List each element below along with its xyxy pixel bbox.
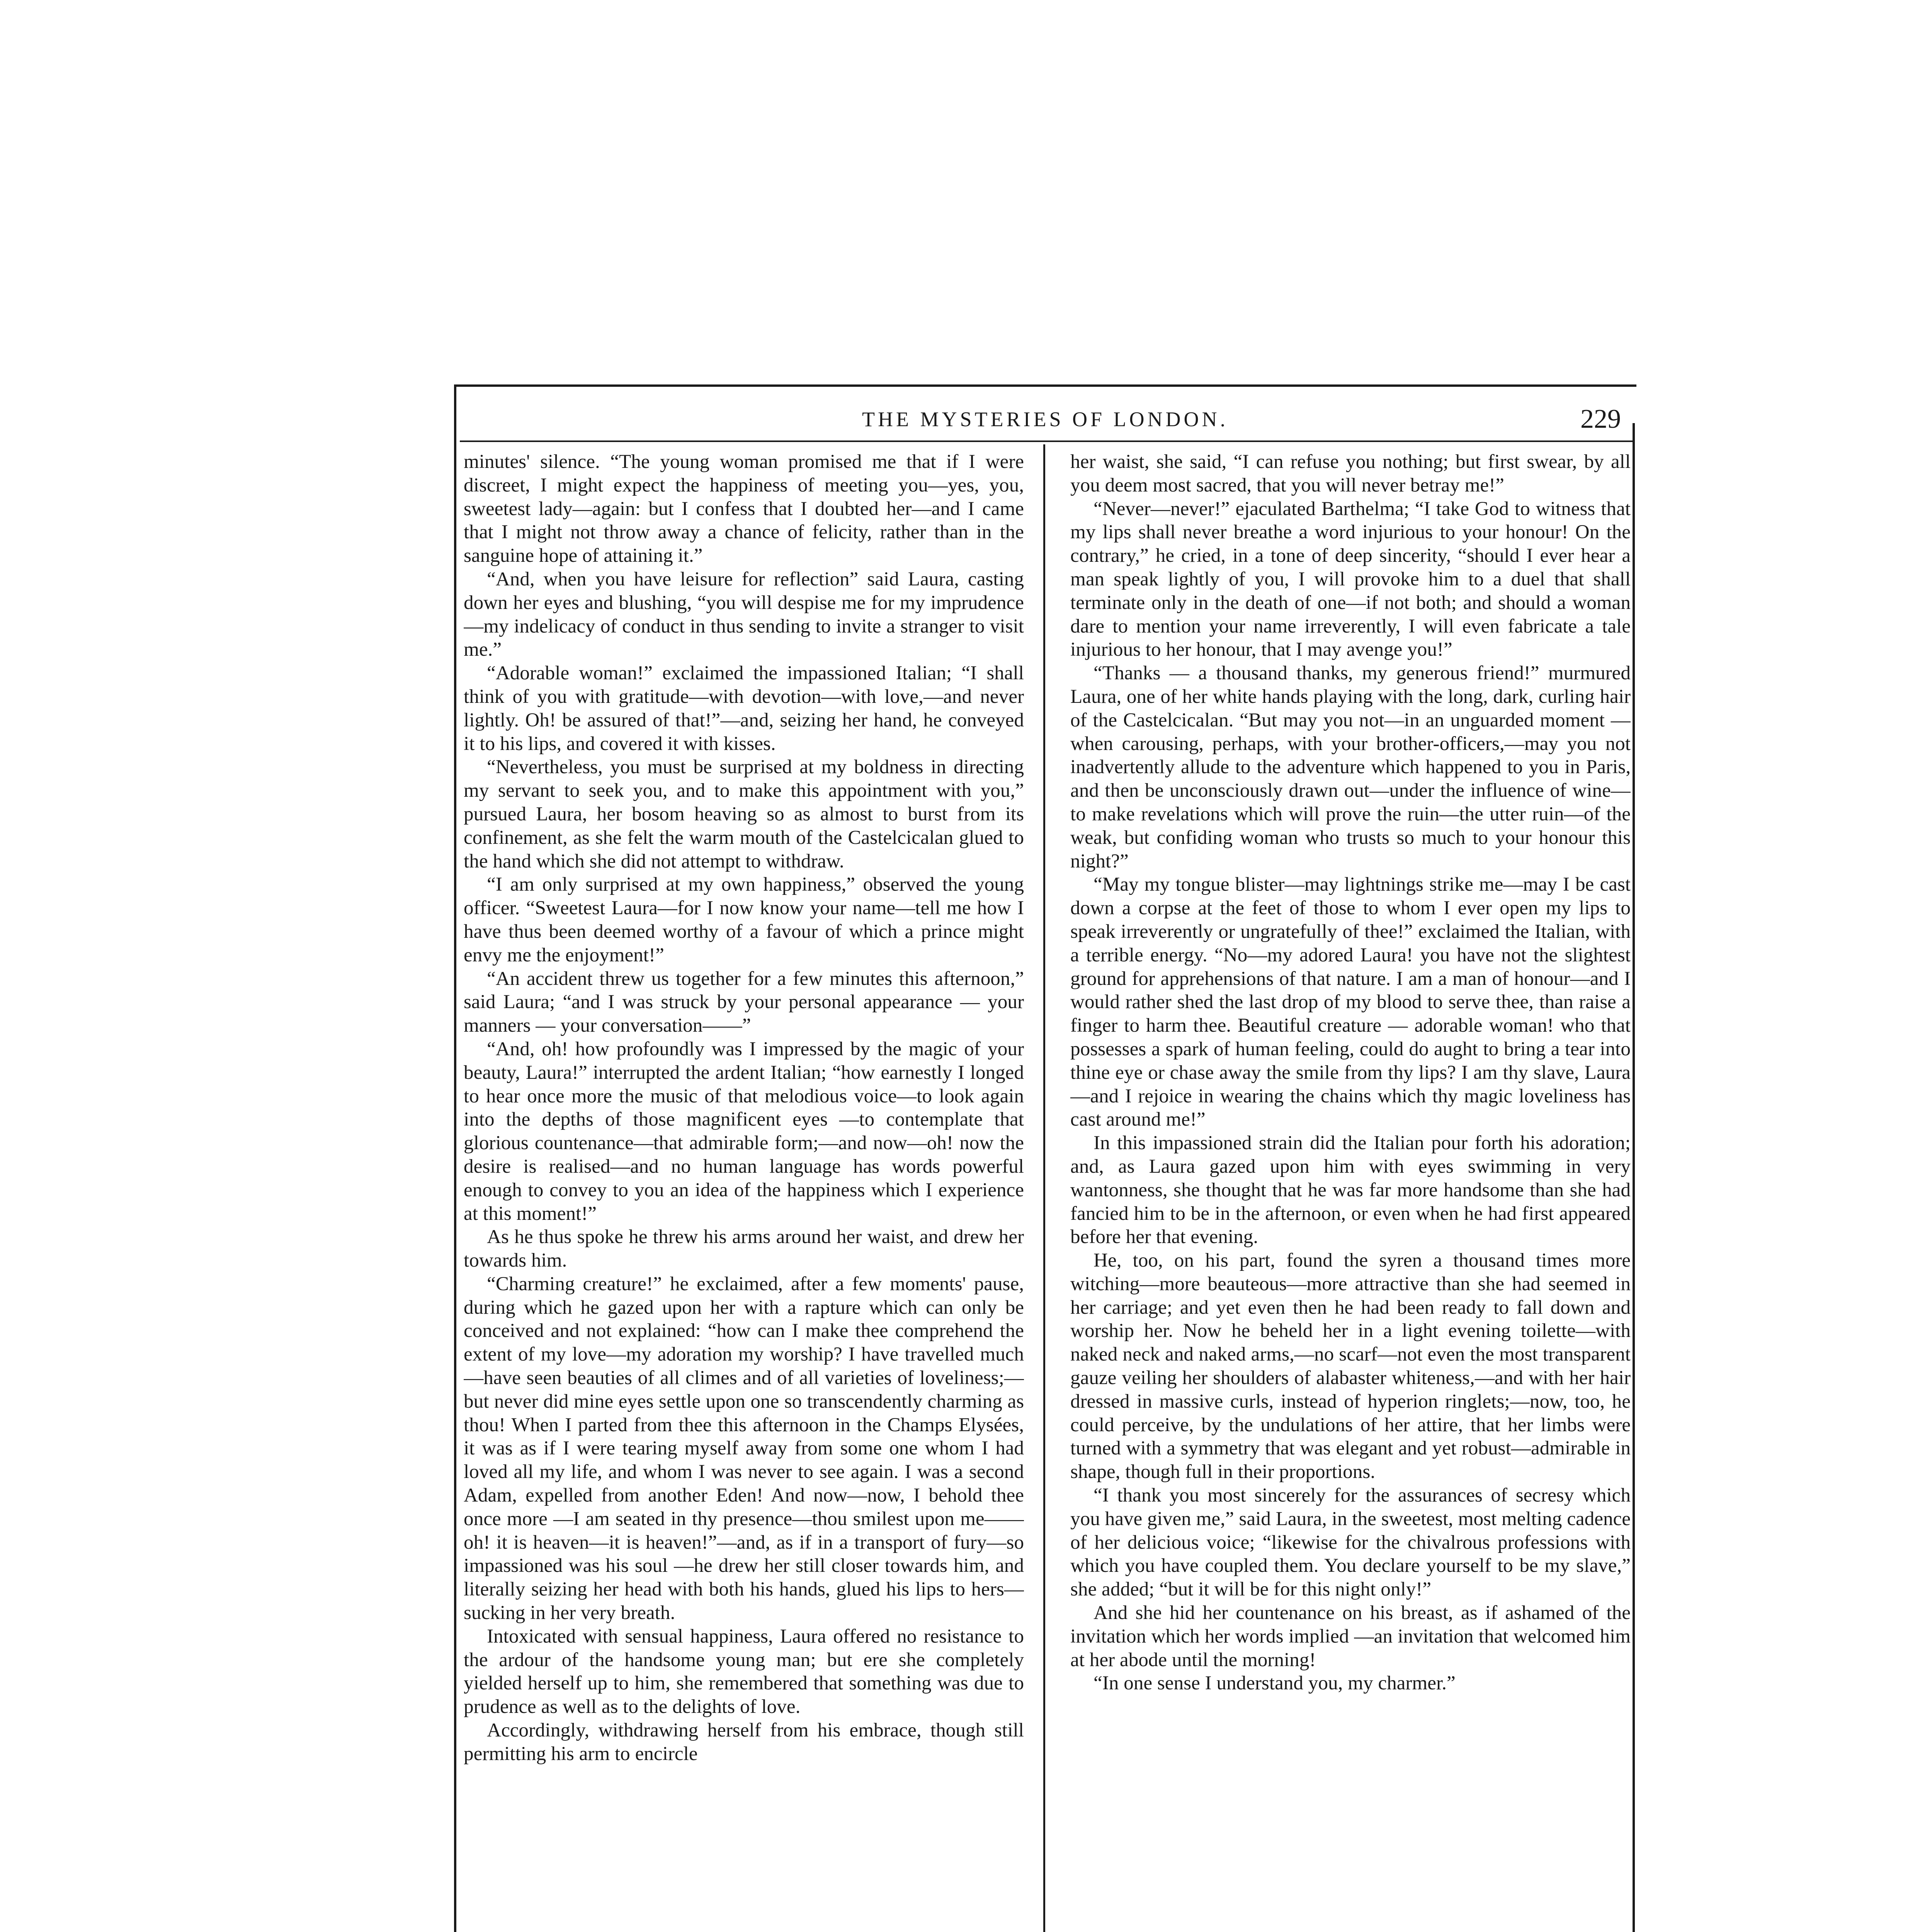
paragraph: “Never—never!” ejaculated Barthelma; “I take God to witness that my lips shall never breathe a word injurious to your honour! On the contrary,” he cried, in a tone of deep sincerity, “should I ever hear a man speak lightly of you, I will provoke him to a duel that shall terminate only in the death of one—if not both; and should a woman dare to mention your name irreverently, I will even fabricate a tale injurious to her honour, that I may avenge you!” bbox=[1070, 497, 1631, 661]
column-divider bbox=[1043, 444, 1045, 1932]
page-right-rule bbox=[1633, 423, 1635, 1932]
page-header bbox=[454, 402, 1636, 437]
paragraph: “And, when you have leisure for reflection” said Laura, casting down her eyes and blushing, “you will despise me for my imprudence—my indelicacy of conduct in thus sending to invite a stranger to visit me.” bbox=[464, 568, 1024, 661]
paragraph: As he thus spoke he threw his arms around her waist, and drew her towards him. bbox=[464, 1226, 1024, 1272]
paragraph: Accordingly, withdrawing herself from his embrace, though still permitting his arm to encircle bbox=[464, 1719, 1024, 1765]
right-column bbox=[1070, 450, 1631, 1932]
running-title: THE MYSTERIES OF LONDON. bbox=[862, 408, 1228, 431]
paragraph: “I am only surprised at my own happiness,” observed the young officer. “Sweetest Laura—for I now know your name—tell me how I have thus been deemed worthy of a favour of which a prince might envy me the enjoyment!” bbox=[464, 873, 1024, 966]
paragraph: “An accident threw us together for a few minutes this afternoon,” said Laura; “and I was struck by your personal appearance — your manners — your conversation——” bbox=[464, 967, 1024, 1037]
paragraph: “In one sense I understand you, my charmer.” bbox=[1094, 1672, 1456, 1694]
paragraph: minutes' silence. “The young woman promised me that if I were discreet, I might expect the happiness of meeting you—yes, you, sweetest lady—again: but I confess that I doubted her—and I came that I might not throw away a chance of felicity, rather than in the sanguine hope of attaining it.” bbox=[464, 451, 1024, 567]
paragraph: her waist, she said, “I can refuse you nothing; but first swear, by all you deem most sacred, that you will never betray me!” bbox=[1070, 451, 1631, 496]
header-rule bbox=[460, 440, 1634, 442]
paragraph: He, too, on his part, found the syren a thousand times more witching—more beauteous—more attractive than she had seemed in her carriage; and yet even then he had been ready to fall down and worship her. Now he beheld her in a light evening toilette—with naked neck and naked arms,—no scarf—not even the most transparent gauze veiling her shoulders of alabaster whiteness,—and with her hair dressed in massive curls, instead of hyperion ringlets;—now, too, he could perceive, by the undulations of her attire, that her limbs were turned with a symmetry that was elegant and yet robust—admirable in shape, though full in their proportions. bbox=[1070, 1249, 1631, 1483]
paragraph: “Charming creature!” he exclaimed, after a few moments' pause, during which he gazed upon her with a rapture which can only be conceived and not explained: “how can I make thee comprehend the extent of my love—my adoration my worship? I have travelled much—have seen beauties of all climes and of all varieties of loveliness;—but never did mine eyes settle upon one so transcendently charming as thou! When I parted from thee this afternoon in the Champs Elysées, it was as if I were tearing myself away from some one whom I had loved all my life, and whom I was never to see again. I was a second Adam, expelled from another Eden! And now—now, I behold thee once more —I am seated in thy presence—thou smilest upon me——oh! it is heaven—it is heaven!”—and, as if in a transport of fury—so impassioned was his soul —he drew her still closer towards him, and literally seizing her head with both his hands, glued his lips to hers—sucking in her very breath. bbox=[464, 1272, 1024, 1624]
paragraph: And she hid her countenance on his breast, as if ashamed of the invitation which her words implied —an invitation that welcomed him at her abode until the morning! bbox=[1070, 1602, 1631, 1671]
paragraph: “Adorable woman!” exclaimed the impassioned Italian; “I shall think of you with gratitude—with devotion—with love,—and never lightly. Oh! be assured of that!”—and, seizing her hand, he conveyed it to his lips, and covered it with kisses. bbox=[464, 662, 1024, 755]
paragraph: “I thank you most sincerely for the assurances of secresy which you have given me,” said Laura, in the sweetest, most melting cadence of her delicious voice; “likewise for the chivalrous professions with which you have coupled them. You declare yourself to be my slave,” she added; “but it will be for this night only!” bbox=[1070, 1484, 1631, 1600]
paragraph: “And, oh! how profoundly was I impressed by the magic of your beauty, Laura!” interrupted the ardent Italian; “how earnestly I longed to hear once more the music of that melodious voice—to look again into the depths of those magnificent eyes —to contemplate that glorious countenance—that admirable form;—and now—oh! now the desire is realised—and no human language has words powerful enough to convey to you an idea of the happiness which I experience at this moment!” bbox=[464, 1037, 1024, 1225]
paragraph: “May my tongue blister—may lightnings strike me—may I be cast down a corpse at the feet of those to whom I ever open my lips to speak irreverently or ungratefully of thee!” exclaimed the Italian, with a terrible energy. “No—my adored Laura! you have not the slightest ground for apprehensions of that nature. I am a man of honour—and I would rather shed the last drop of my blood to serve thee, than raise a finger to harm thee. Beautiful creature — adorable woman! who that possesses a spark of human feeling, could do aught to bring a tear into thine eye or chase away the smile from thy lips? I am thy slave, Laura—and I rejoice in wearing the chains which thy magic loveliness has cast around me!” bbox=[1070, 873, 1631, 1131]
page-number: 229 bbox=[1580, 404, 1621, 434]
paragraph: Intoxicated with sensual happiness, Laura offered no resistance to the ardour of the handsome young man; but ere she completely yielded herself up to him, she remembered that something was due to prudence as well as to the delights of love. bbox=[464, 1625, 1024, 1718]
left-column bbox=[464, 450, 1024, 1932]
paragraph: In this impassioned strain did the Italian pour forth his adoration; and, as Laura gazed upon him with eyes swimming in very wantonness, she thought that he was far more handsome than she had fancied him to be in the afternoon, or even when he had first appeared before her that evening. bbox=[1070, 1132, 1631, 1248]
paragraph: “Thanks — a thousand thanks, my generous friend!” murmured Laura, one of her white hands playing with the long, dark, curling hair of the Castelcicalan. “But may you not—in an unguarded moment — when carousing, perhaps, with your brother-officers,—may you not inadvertently allude to the adventure which happened to you in Paris, and then be unconsciously drawn out—under the influence of wine—to make revelations which will prove the ruin—the utter ruin—of the weak, but confiding woman who trusts so much to your honour this night?” bbox=[1070, 662, 1631, 872]
paragraph: “Nevertheless, you must be surprised at my boldness in directing my servant to seek you, and to make this appointment with you,” pursued Laura, her bosom heaving so as almost to burst from its confinement, as she felt the warm mouth of the Castelcicalan glued to the hand which she did not attempt to withdraw. bbox=[464, 756, 1024, 872]
